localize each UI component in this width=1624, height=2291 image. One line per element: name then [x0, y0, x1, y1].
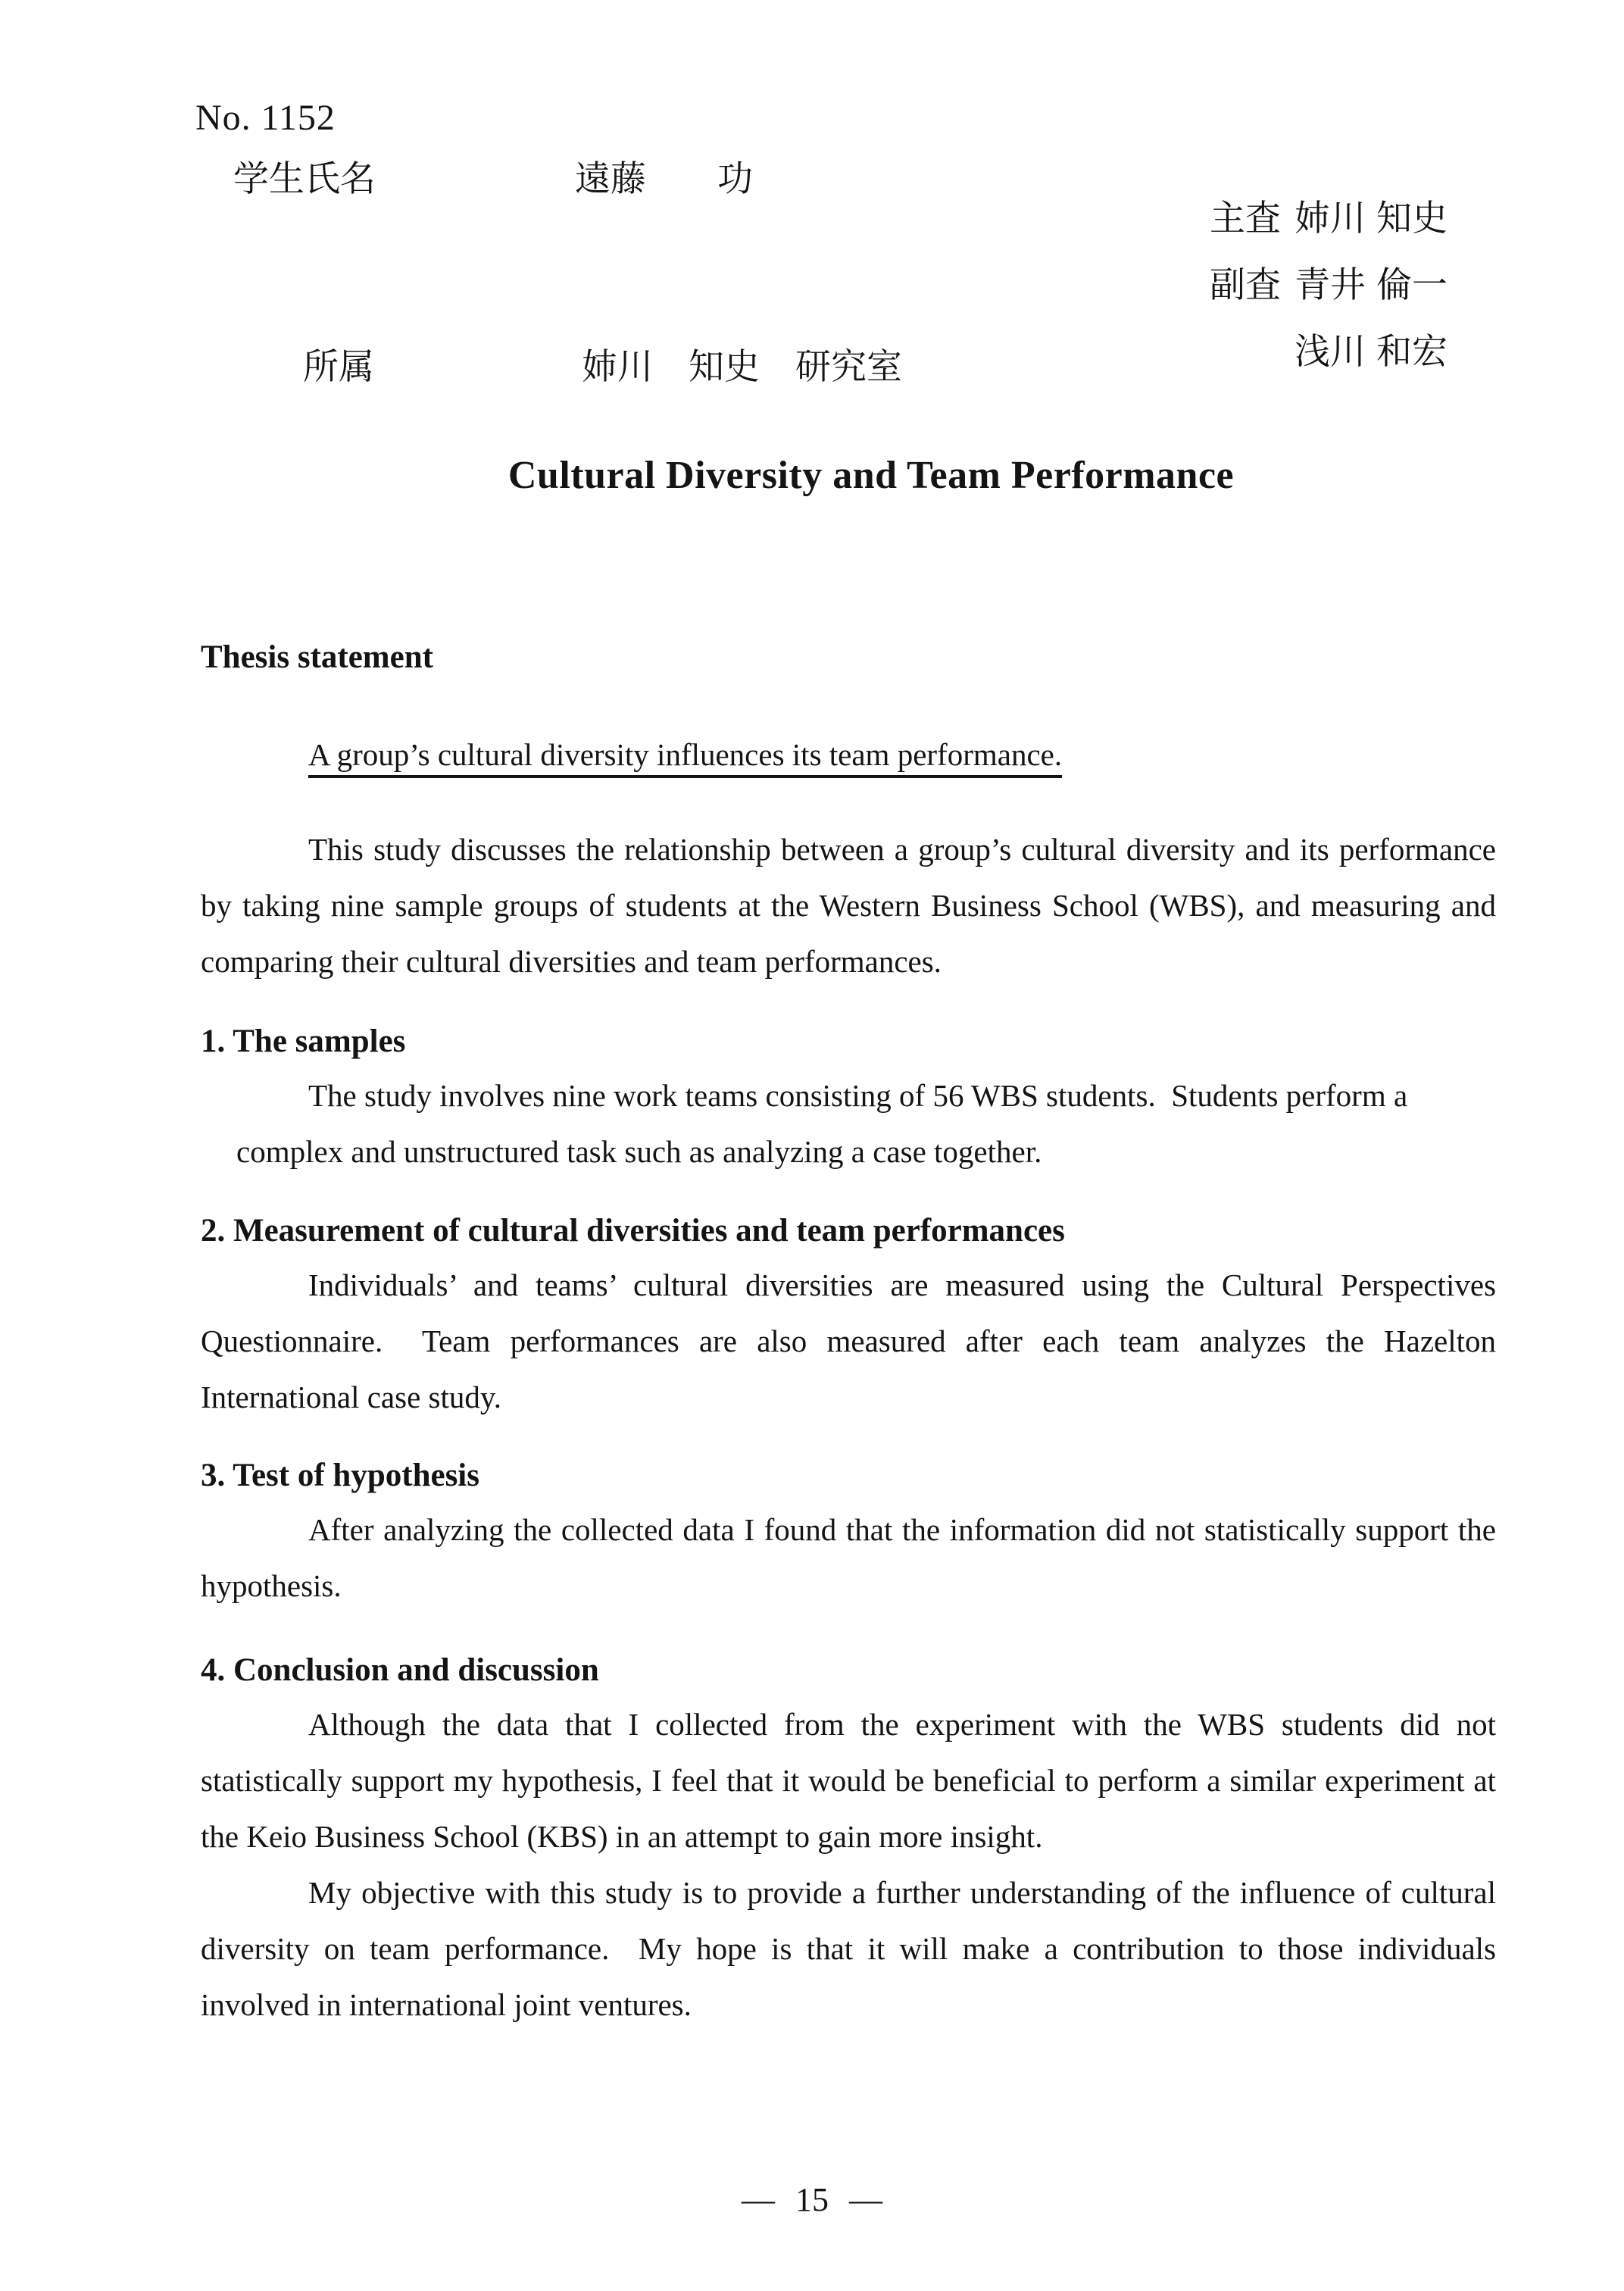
student-name-label: 学生氏名: [233, 160, 376, 199]
section-heading: 3. Test of hypothesis: [201, 1458, 479, 1493]
paper-title: Cultural Diversity and Team Performance: [508, 454, 1235, 497]
examiner-row: [1174, 291, 1448, 414]
section-heading: 1. The samples: [201, 1024, 406, 1059]
examiner-given-name: 倫一: [1376, 266, 1448, 306]
page-number: — 15 —: [742, 2181, 882, 2218]
intro-paragraph: This study discusses the relationship between a group’s cultural diversity and its performance by taking nine sample groups of students at the Western Business School (WBS), and measuring and comparing their cultural diversities and team performances.: [201, 832, 1504, 979]
examiner-role-label: 副査: [1210, 266, 1281, 306]
thesis-statement: [201, 727, 1496, 783]
examiner-surname: 姉川: [1295, 199, 1366, 239]
student-name-value: 遠藤 功: [575, 160, 753, 199]
examiner-given-name: 和宏: [1376, 333, 1448, 373]
section-samples: [201, 1016, 1496, 1180]
section-measurement: [201, 1205, 1504, 1425]
examiner-role-label: 主査: [1210, 199, 1281, 239]
abstract-body: [201, 450, 1504, 2033]
affiliation-label: 所属: [303, 348, 374, 387]
examiner-surname: 浅川: [1295, 333, 1366, 373]
section-heading: 4. Conclusion and discussion: [201, 1652, 599, 1688]
affiliation-value: 姉川 知史 研究室: [582, 348, 902, 387]
doc-number: No. 1152: [195, 98, 336, 138]
section-hypothesis-test: [201, 1450, 1504, 1614]
section-paragraph: Although the data that I collected from the experiment with the WBS students did not statistically support my hypothesis, I feel that it would be beneficial to perform a similar experiment at the Keio Business School (KBS) in an attempt to gain more insight.: [201, 1707, 1504, 1854]
thesis-statement-text: A group’s cultural diversity influences its team performance.: [308, 737, 1063, 772]
section-paragraph: My objective with this study is to provide a further understanding of the influence of cultural diversity on team performance. My hope is that it will make a contribution to those individuals involved in international joint ventures.: [201, 1875, 1504, 2022]
thesis-heading: Thesis statement: [201, 639, 433, 675]
examiner-surname: 青井: [1295, 266, 1366, 306]
section-paragraph: After analyzing the collected data I found that the information did not statistically support the hypothesis.: [201, 1512, 1504, 1603]
section-conclusion: [201, 1645, 1504, 2033]
section-heading: 2. Measurement of cultural diversities and team performances: [201, 1213, 1065, 1249]
section-paragraph: The study involves nine work teams consisting of 56 WBS students. Students perform a complex and unstructured task such as analyzing a case together.: [236, 1078, 1416, 1169]
examiner-given-name: 知史: [1376, 199, 1448, 239]
section-paragraph: Individuals’ and teams’ cultural diversities are measured using the Cultural Perspectives Questionnaire. Team performances are also measured after each team analyzes the Hazelton International case study.: [201, 1267, 1504, 1414]
